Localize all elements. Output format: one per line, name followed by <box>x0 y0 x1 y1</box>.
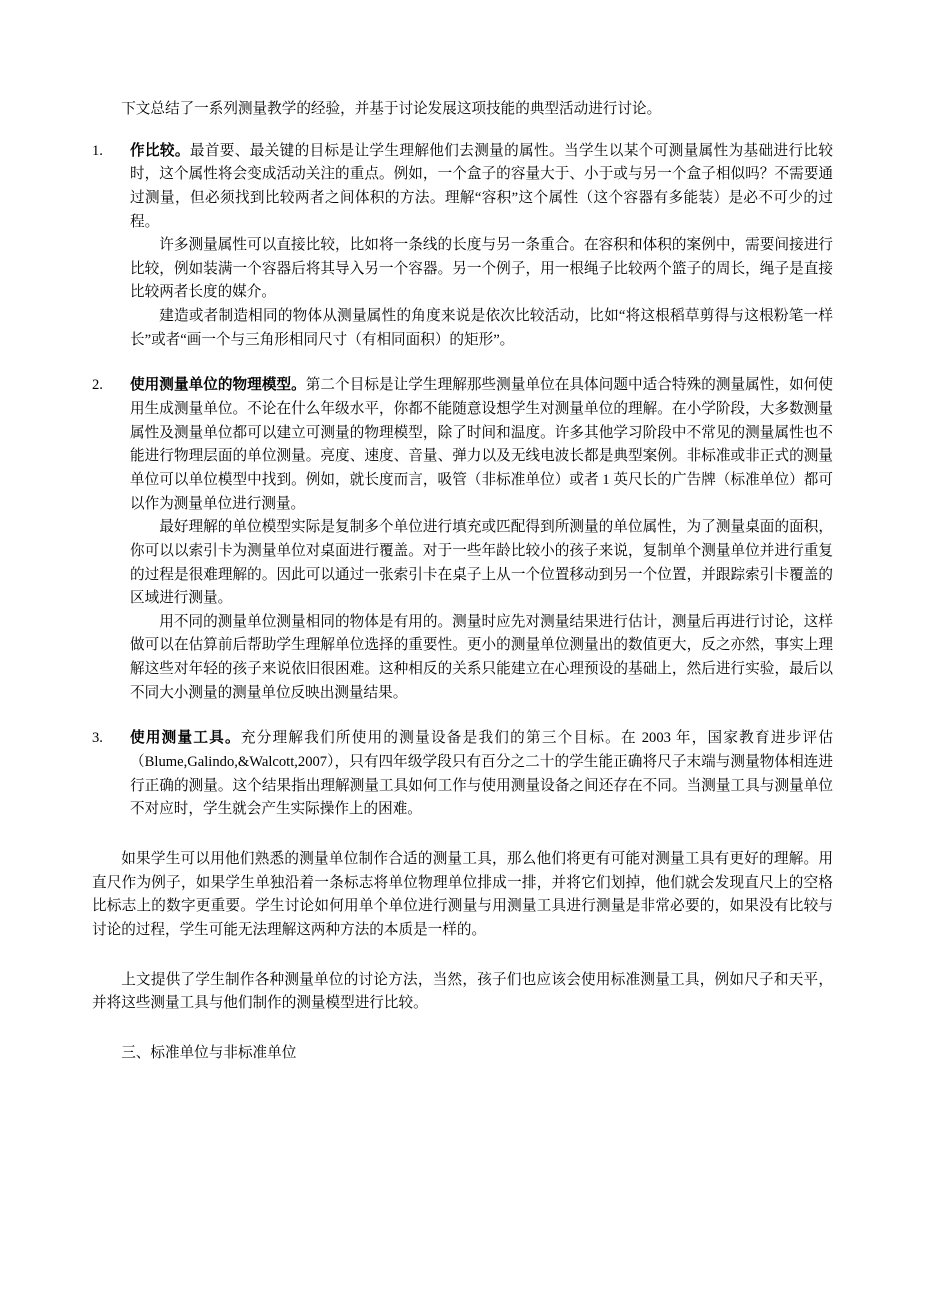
spacer <box>92 352 833 372</box>
spacer <box>92 705 833 725</box>
spacer <box>92 943 833 969</box>
list-item-first-text: 充分理解我们所使用的测量设备是我们的第三个目标。在 2003 年，国家教育进步评估（Blume,Galindo,&Walcott,2007），只有四年级学段只有百分之二十的学生能正确将尺子末端与测量物体相连进行正确的测量。这个结果指出理解测量工具如何工作与使用测量设备之间还存在不同。当测量工具与测量单位不对应时，学生就会产生实际操作上的困难。 <box>130 730 833 818</box>
document-body <box>92 98 833 1065</box>
list-item-paragraph: 用不同的测量单位测量相同的物体是有用的。测量时应先对测量结果进行估计，测量后再进行讨论，这样做可以在估算前后帮助学生理解单位选择的重要性。更小的测量单位测量出的数值更大，反之亦然，事实上理解这些对年轻的孩子来说依旧很困难。这种相反的关系只能建立在心理预设的基础上，然后进行实验，最后以不同大小测量的测量单位反映出测量结果。 <box>130 613 833 701</box>
list-item-number: 2. <box>92 377 103 394</box>
spacer <box>92 124 833 138</box>
list-item-first-paragraph <box>130 140 833 235</box>
tail-paragraph: 上文提供了学生制作各种测量单位的讨论方法，当然，孩子们也应该会使用标准测量工具，例如尺子和天平，并将这些测量工具与他们制作的测量模型进行比较。 <box>92 971 833 1012</box>
spacer <box>92 822 833 848</box>
list-item-paragraph: 最好理解的单位模型实际是复制多个单位进行填充或匹配得到所测量的单位属性，为了测量桌面的面积，你可以以索引卡为测量单位对桌面进行覆盖。对于一些年龄比较小的孩子来说，复制单个测量单位并进行重复的过程是很难理解的。因此可以通过一张索引卡在桌子上从一个位置移动到另一个位置，并跟踪索引卡覆盖的区域进行测量。 <box>130 519 833 607</box>
list-item-lead: 作比较。 <box>130 142 190 159</box>
list-item-paragraph: 建造或者制造相同的物体从测量属性的角度来说是依次比较活动，比如“将这根稻草剪得与这根粉笔一样长”或者“画一个与三角形相同尺寸（有相同面积）的矩形”。 <box>130 308 833 348</box>
list-item-first-paragraph <box>130 374 833 516</box>
list-item-first-text: 第二个目标是让学生理解那些测量单位在具体问题中适合特殊的测量属性，如何使用生成测量单位。不论在什么年级水平，你都不能随意设想学生对测量单位的理解。在小学阶段，大多数测量属性及测量单位都可以建立可测量的物理模型，除了时间和温度。许多其他学习阶段中不常见的测量属性也不能进行物理层面的单位测量。亮度、速度、音量、弹力以及无线电波长都是典型案例。非标准或非正式的测量单位可以单位模型中找到。例如，就长度而言，吸管（非标准单位）或者 1 英尺长的广告牌（标准单位）都可以作为测量单位进行测量。 <box>130 377 833 512</box>
list-item-first-text: 最首要、最关键的目标是让学生理解他们去测量的属性。当学生以某个可测量属性为基础进行比较时，这个属性将会变成活动关注的重点。例如，一个盒子的容量大于、小于或与另一个盒子相似吗？不需要通过测量，但必须找到比较两者之间体积的方法。理解“容积”这个属性（这个容器有多能装）是必不可少的过程。 <box>130 142 833 230</box>
list-item-number: 3. <box>92 730 103 747</box>
section-heading: 三、标准单位与非标准单位 <box>121 1044 297 1061</box>
list-item <box>92 727 833 822</box>
list-item-lead: 使用测量单位的物理模型。 <box>130 377 306 394</box>
spacer <box>92 1016 833 1042</box>
tail-paragraph: 如果学生可以用他们熟悉的测量单位制作合适的测量工具，那么他们将更有可能对测量工具有更好的理解。用直尺作为例子，如果学生单独沿着一条标志将单位物理单位排成一排，并将它们划掉，他们就会发现直尺上的空格比标志上的数字更重要。学生讨论如何用单个单位进行测量与用测量工具进行测量是非常必要的，如果没有比较与讨论的过程，学生可能无法理解这两种方法的本质是一样的。 <box>92 850 833 938</box>
list-item-first-paragraph <box>130 727 833 822</box>
list-item-number: 1. <box>92 142 103 159</box>
intro-paragraph: 下文总结了一系列测量教学的经验，并基于讨论发展这项技能的典型活动进行讨论。 <box>121 101 662 117</box>
list-item <box>92 374 833 705</box>
list-item-paragraph: 许多测量属性可以直接比较，比如将一条线的长度与另一条重合。在容积和体积的案例中，需要间接进行比较，例如装满一个容器后将其导入另一个容器。另一个例子，用一根绳子比较两个篮子的周长，绳子是直接比较两者长度的媒介。 <box>130 237 833 301</box>
list-item <box>92 140 833 353</box>
list-item-lead: 使用测量工具。 <box>130 730 241 747</box>
